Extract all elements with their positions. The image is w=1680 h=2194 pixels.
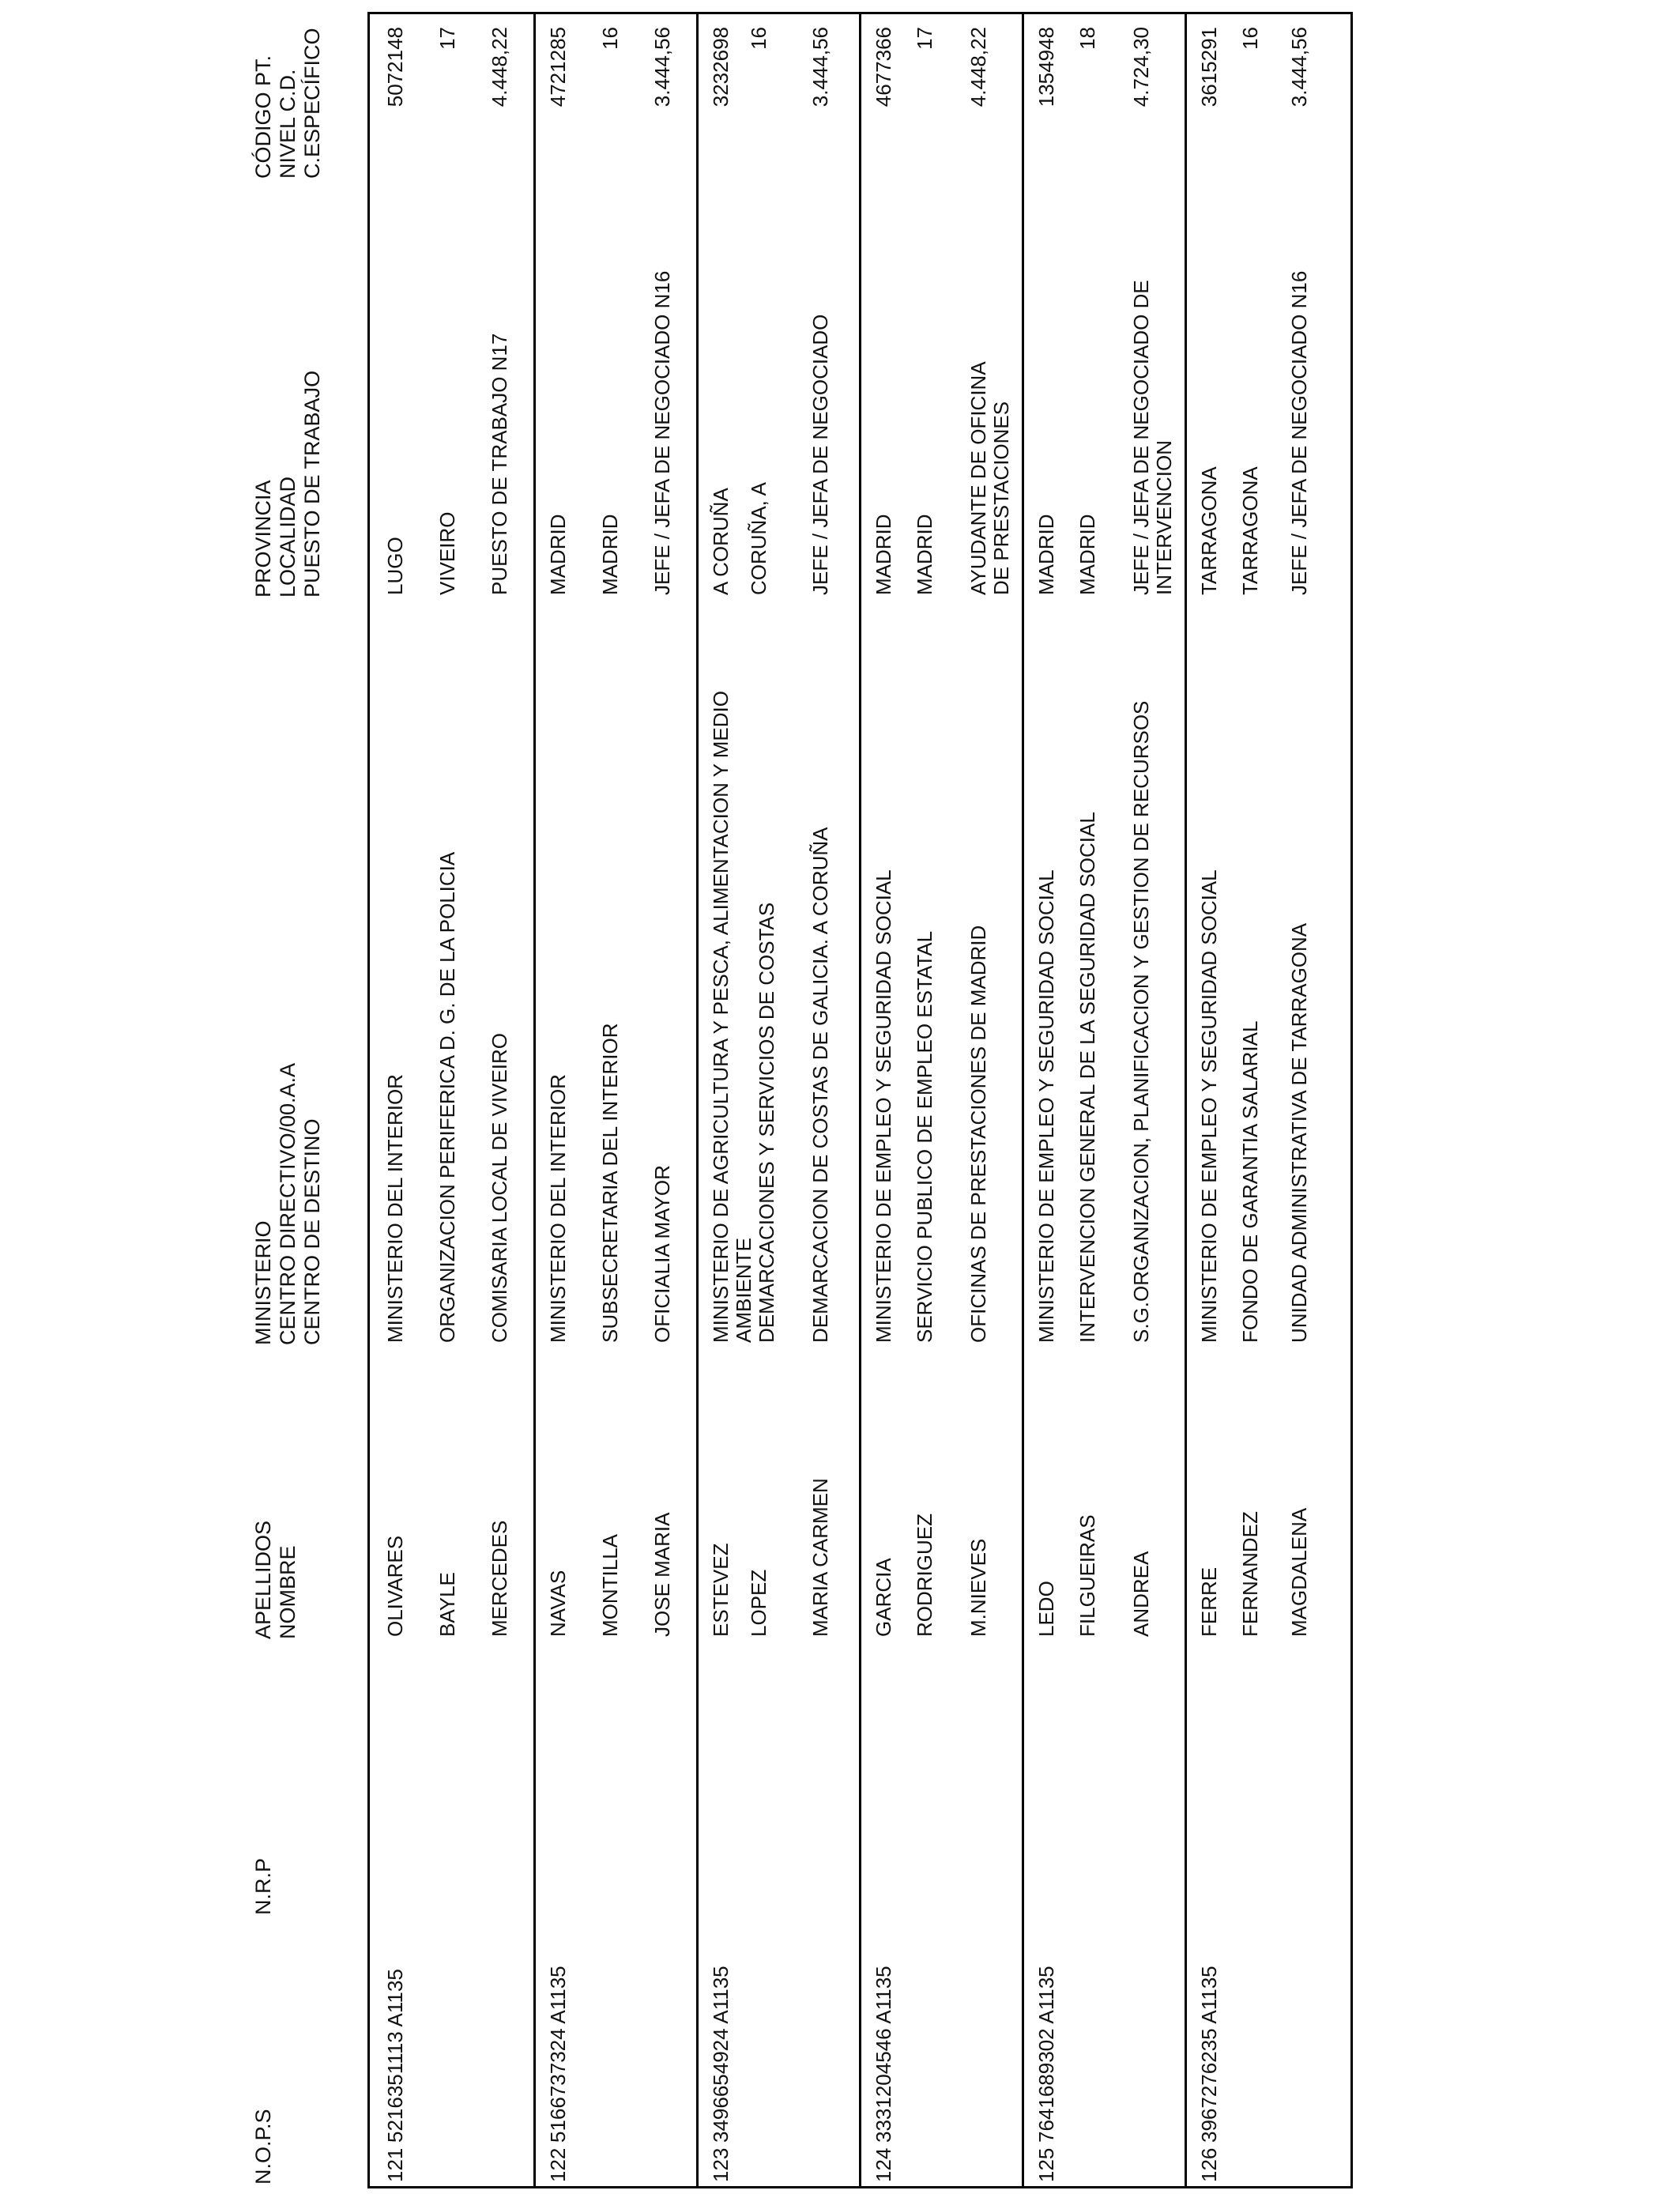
ministerio-cell: MINISTERIO DE EMPLEO Y SEGURIDAD SOCIAL (872, 869, 895, 1343)
nombre-cell: JOSE MARIA (650, 1512, 674, 1637)
localidad-cell: MADRID (1075, 514, 1099, 595)
nombre-cell: MARIA CARMEN (808, 1478, 832, 1637)
codigo-cell: 3615291 (1197, 27, 1221, 107)
table-row (1198, 14, 1362, 2186)
nrp-cell: 3496654924 A1135 (709, 1966, 733, 2143)
ministerio-cell: MINISTERIO DE EMPLEO Y SEGURIDAD SOCIAL (1034, 869, 1058, 1343)
provincia-cell: MADRID (1034, 514, 1058, 595)
centro-destino-cell: COMISARIA LOCAL DE VIVEIRO (488, 1032, 511, 1343)
nivel-cell: 18 (1075, 27, 1099, 50)
nops-cell: 125 (1034, 2147, 1058, 2182)
nivel-cell: 17 (435, 27, 459, 50)
header-codigo (251, 28, 325, 179)
ministerio-cell: MINISTERIO DEL INTERIOR (546, 1074, 570, 1343)
centro-destino-cell: OFICIALIA MAYOR (650, 1165, 674, 1343)
puesto-cell: JEFE / JEFA DE NEGOCIADO N16 (1287, 270, 1311, 595)
especifico-cell: 3.444,56 (1287, 27, 1311, 107)
header-localidad-line: LOCALIDAD (276, 476, 299, 598)
localidad-cell: VIVEIRO (435, 511, 459, 595)
centro-directivo-cell: DEMARCACIONES Y SERVICIOS DE COSTAS (755, 902, 778, 1343)
centro-destino-cell: OFICINAS DE PRESTACIONES DE MADRID (966, 925, 990, 1343)
nivel-cell: 16 (747, 27, 770, 50)
nombre-cell: M.NIEVES (966, 1538, 990, 1637)
header-ministerio (251, 1063, 325, 1345)
nivel-cell: 16 (1238, 27, 1262, 50)
nops-cell: 124 (872, 2147, 895, 2182)
table-row (872, 14, 1037, 2186)
especifico-cell: 4.724,30 (1129, 27, 1153, 107)
ministerio-cell: MINISTERIO DE AGRICULTURA Y PESCA, ALIMENTACION Y MEDIO AMBIENTE (709, 691, 755, 1343)
apellido1-cell: OLIVARES (383, 1535, 407, 1637)
apellido2-cell: BAYLE (435, 1572, 459, 1637)
codigo-cell: 4677366 (872, 27, 895, 107)
provincia-cell: MADRID (872, 514, 895, 595)
nrp-cell: 7641689302 A1135 (1034, 1966, 1058, 2143)
header-centro-directivo-line: CENTRO DIRECTIVO/00.A.A (276, 1062, 299, 1345)
header-ministerio-line: MINISTERIO (251, 1220, 275, 1345)
apellido1-cell: GARCIA (872, 1558, 895, 1637)
header-apellidos-line: APELLIDOS (251, 1520, 275, 1639)
centro-directivo-cell: INTERVENCION GENERAL DE LA SEGURIDAD SOCIAL (1075, 812, 1099, 1343)
centro-directivo-cell: SERVICIO PUBLICO DE EMPLEO ESTATAL (913, 930, 936, 1343)
codigo-cell: 4721285 (546, 27, 570, 107)
provincia-cell: MADRID (546, 514, 570, 595)
table-header (251, 0, 346, 2194)
header-codigo-line: CÓDIGO PT. (251, 55, 275, 179)
header-especifico-line: C.ESPECÍFICO (300, 28, 324, 179)
especifico-cell: 3.444,56 (808, 27, 832, 107)
centro-destino-cell: UNIDAD ADMINISTRATIVA DE TARRAGONA (1287, 922, 1311, 1343)
especifico-cell: 3.444,56 (650, 27, 674, 107)
apellido2-cell: RODRIGUEZ (913, 1514, 936, 1637)
localidad-cell: MADRID (913, 514, 936, 595)
apellido1-cell: ESTEVEZ (709, 1543, 733, 1637)
centro-directivo-cell: SUBSECRETARIA DEL INTERIOR (598, 1023, 622, 1343)
table-frame (367, 12, 1353, 2188)
table-row (547, 14, 711, 2186)
apellido1-cell: LEDO (1034, 1581, 1058, 1637)
localidad-cell: TARRAGONA (1238, 466, 1262, 595)
header-puesto-line: PUESTO DE TRABAJO (300, 370, 324, 598)
nops-cell: 122 (546, 2147, 570, 2182)
localidad-cell: MADRID (598, 514, 622, 595)
nombre-cell: MERCEDES (488, 1520, 511, 1637)
nrp-cell: 5216351113 A1135 (383, 1969, 407, 2143)
ministerio-cell: MINISTERIO DEL INTERIOR (383, 1074, 407, 1343)
nivel-cell: 16 (598, 27, 622, 50)
apellido2-cell: FILGUEIRAS (1075, 1514, 1099, 1637)
ministerio-cell: MINISTERIO DE EMPLEO Y SEGURIDAD SOCIAL (1197, 869, 1221, 1343)
header-nrp: N.R.P (251, 1857, 275, 1915)
table-row (710, 14, 874, 2186)
centro-destino-cell: DEMARCACION DE COSTAS DE GALICIA. A CORUÑA (808, 827, 832, 1343)
header-centro-destino-line: CENTRO DE DESTINO (300, 1118, 324, 1345)
nrp-cell: 3331204546 A1135 (872, 1966, 895, 2143)
codigo-cell: 3232698 (709, 27, 733, 107)
table-row (384, 14, 548, 2186)
provincia-cell: TARRAGONA (1197, 466, 1221, 595)
table-row (1035, 14, 1200, 2186)
nombre-cell: ANDREA (1129, 1551, 1153, 1637)
codigo-cell: 1354948 (1034, 27, 1058, 107)
localidad-cell: CORUÑA, A (747, 481, 770, 595)
header-provincia-line: PROVINCIA (251, 480, 275, 598)
nivel-cell: 17 (913, 27, 936, 50)
especifico-cell: 4.448,22 (966, 27, 990, 107)
apellido2-cell: FERNANDEZ (1238, 1511, 1262, 1637)
puesto-cell: AYUDANTE DE OFICINA DE PRESTACIONES (966, 362, 1013, 595)
nops-cell: 126 (1197, 2147, 1221, 2182)
apellido2-cell: MONTILLA (598, 1533, 622, 1637)
puesto-cell: JEFE / JEFA DE NEGOCIADO (808, 314, 832, 595)
apellido1-cell: NAVAS (546, 1570, 570, 1637)
codigo-cell: 5072148 (383, 27, 407, 107)
puesto-cell: JEFE / JEFA DE NEGOCIADO DE INTERVENCION (1129, 280, 1176, 595)
especifico-cell: 4.448,22 (488, 27, 511, 107)
nops-cell: 121 (383, 2147, 407, 2182)
nops-cell: 123 (709, 2147, 733, 2182)
centro-directivo-cell: ORGANIZACION PERIFERICA D. G. DE LA POLICIA (435, 851, 459, 1343)
header-provincia (251, 371, 325, 598)
puesto-cell: PUESTO DE TRABAJO N17 (488, 333, 511, 595)
header-apellidos (251, 1521, 300, 1639)
header-nops: N.O.P.S (251, 2109, 275, 2185)
nombre-cell: MAGDALENA (1287, 1507, 1311, 1637)
centro-destino-cell: S.G.ORGANIZACION, PLANIFICACION Y GESTION DE RECURSOS (1129, 700, 1153, 1343)
centro-directivo-cell: FONDO DE GARANTIA SALARIAL (1238, 1020, 1262, 1343)
apellido1-cell: FERRE (1197, 1566, 1221, 1637)
provincia-cell: LUGO (383, 537, 407, 595)
provincia-cell: A CORUÑA (709, 488, 733, 595)
nrp-cell: 5166737324 A1135 (546, 1966, 570, 2143)
puesto-cell: JEFE / JEFA DE NEGOCIADO N16 (650, 270, 674, 595)
apellido2-cell: LOPEZ (747, 1569, 770, 1637)
header-nivel-line: NIVEL C.D. (276, 69, 299, 179)
header-nombre-line: NOMBRE (276, 1545, 299, 1639)
nrp-cell: 3967276235 A1135 (1197, 1966, 1221, 2143)
